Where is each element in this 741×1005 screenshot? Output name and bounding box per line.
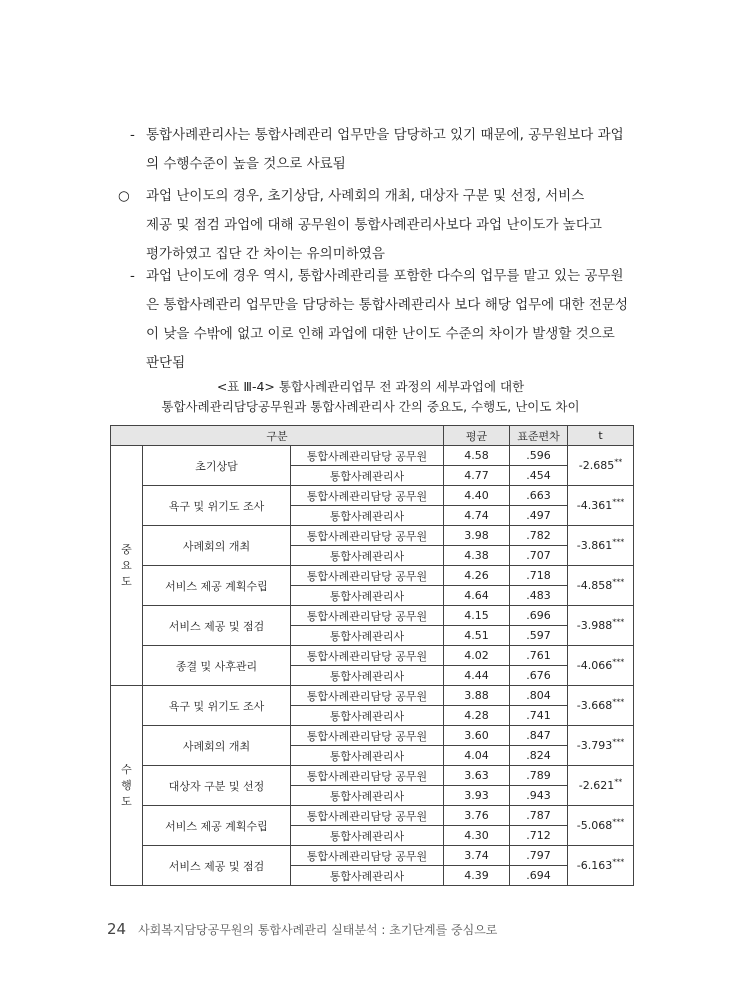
mean-value: 4.51: [444, 626, 510, 646]
respondent-label: 통합사례관리담당 공무원: [291, 526, 444, 546]
sd-value: .696: [510, 606, 568, 626]
mean-value: 3.88: [444, 686, 510, 706]
t-value: -2.685: [578, 459, 615, 472]
respondent-label: 통합사례관리담당 공무원: [291, 846, 444, 866]
task-name: 사례회의 개최: [143, 526, 291, 566]
table-row: [111, 526, 634, 546]
sd-value: .596: [510, 446, 568, 466]
respondent-label: 통합사례관리담당 공무원: [291, 726, 444, 746]
t-statistic: [568, 606, 634, 646]
task-name: 대상자 구분 및 선정: [143, 766, 291, 806]
bullet-dash: -: [130, 127, 135, 143]
header-t: t: [568, 426, 634, 446]
sd-value: .782: [510, 526, 568, 546]
respondent-label: 통합사례관리사: [291, 666, 444, 686]
sd-value: .597: [510, 626, 568, 646]
respondent-label: 통합사례관리사: [291, 826, 444, 846]
significance-mark: **: [614, 457, 623, 467]
significance-mark: ***: [612, 817, 625, 827]
respondent-label: 통합사례관리사: [291, 706, 444, 726]
mean-value: 4.28: [444, 706, 510, 726]
text-line: 판단됨: [146, 355, 186, 371]
respondent-label: 통합사례관리사: [291, 626, 444, 646]
sd-value: .804: [510, 686, 568, 706]
table-caption-line-2: 통합사례관리담당공무원과 통합사례관리사 간의 중요도, 수행도, 난이도 차이: [161, 399, 580, 414]
group-label-char: 도: [121, 574, 132, 588]
table-row: [111, 566, 634, 586]
page-number: 24: [107, 920, 127, 938]
text-line: 의 수행수준이 높을 것으로 사료됨: [146, 156, 346, 172]
header-mean: 평균: [444, 426, 510, 446]
paragraph-dash-2: [146, 262, 628, 378]
mean-value: 4.64: [444, 586, 510, 606]
task-name: 종결 및 사후관리: [143, 646, 291, 686]
sd-value: .454: [510, 466, 568, 486]
t-value: -3.793: [576, 739, 613, 752]
respondent-label: 통합사례관리담당 공무원: [291, 766, 444, 786]
respondent-label: 통합사례관리담당 공무원: [291, 446, 444, 466]
paragraph-circle: [146, 182, 602, 269]
respondent-label: 통합사례관리담당 공무원: [291, 606, 444, 626]
significance-mark: ***: [612, 857, 625, 867]
table-row: [111, 806, 634, 826]
sd-value: .789: [510, 766, 568, 786]
table-row: [111, 646, 634, 666]
task-name: 서비스 제공 계획수립: [143, 566, 291, 606]
t-statistic: [568, 646, 634, 686]
mean-value: 4.40: [444, 486, 510, 506]
table-row: [111, 726, 634, 746]
table-row: [111, 486, 634, 506]
text-line: 통합사례관리사는 통합사례관리 업무만을 담당하고 있기 때문에, 공무원보다 과업: [146, 127, 624, 143]
text-line: 과업 난이도에 경우 역시, 통합사례관리를 포함한 다수의 업무를 맡고 있는 공무원: [146, 268, 624, 284]
respondent-label: 통합사례관리사: [291, 586, 444, 606]
mean-value: 3.63: [444, 766, 510, 786]
respondent-label: 통합사례관리사: [291, 506, 444, 526]
mean-value: 4.74: [444, 506, 510, 526]
sd-value: .483: [510, 586, 568, 606]
text-line: 평가하였고 집단 간 차이는 유의미하였음: [146, 246, 385, 262]
respondent-label: 통합사례관리사: [291, 466, 444, 486]
mean-value: 4.04: [444, 746, 510, 766]
respondent-label: 통합사례관리사: [291, 866, 444, 886]
task-name: 서비스 제공 및 점검: [143, 606, 291, 646]
paragraph-dash-1: [146, 121, 624, 179]
group-label: [111, 686, 143, 886]
t-statistic: [568, 446, 634, 486]
t-statistic: [568, 526, 634, 566]
sd-value: .741: [510, 706, 568, 726]
text-line: 은 통합사례관리 업무만을 담당하는 통합사례관리사 보다 해당 업무에 대한 전문성: [146, 297, 629, 313]
sd-value: .761: [510, 646, 568, 666]
t-value: -3.988: [576, 619, 613, 632]
sd-value: .797: [510, 846, 568, 866]
t-statistic: [568, 566, 634, 606]
t-statistic: [568, 846, 634, 886]
sd-value: .712: [510, 826, 568, 846]
t-statistic: [568, 766, 634, 806]
mean-value: 3.74: [444, 846, 510, 866]
sd-value: .663: [510, 486, 568, 506]
mean-value: 4.02: [444, 646, 510, 666]
mean-value: 4.44: [444, 666, 510, 686]
respondent-label: 통합사례관리사: [291, 746, 444, 766]
table-caption-line-1: <표 Ⅲ-4> 통합사례관리업무 전 과정의 세부과업에 대한: [216, 379, 525, 394]
sd-value: .707: [510, 546, 568, 566]
task-name: 초기상담: [143, 446, 291, 486]
group-label-char: 도: [121, 794, 132, 808]
respondent-label: 통합사례관리담당 공무원: [291, 486, 444, 506]
table-row: [111, 766, 634, 786]
table-row: [111, 606, 634, 626]
table-row: [111, 846, 634, 866]
text-line: 제공 및 점검 과업에 대해 공무원이 통합사례관리사보다 과업 난이도가 높다고: [146, 217, 602, 233]
significance-mark: ***: [612, 497, 625, 507]
group-label-char: 중: [121, 542, 132, 556]
mean-value: 3.76: [444, 806, 510, 826]
task-name: 욕구 및 위기도 조사: [143, 486, 291, 526]
table-header-row: [111, 426, 634, 446]
t-statistic: [568, 686, 634, 726]
bullet-circle: ○: [118, 188, 130, 204]
t-value: -3.668: [576, 699, 613, 712]
sd-value: .694: [510, 866, 568, 886]
header-category: 구분: [111, 426, 444, 446]
task-name: 서비스 제공 계획수립: [143, 806, 291, 846]
mean-value: 4.26: [444, 566, 510, 586]
header-sd: 표준편차: [510, 426, 568, 446]
group-label-char: 수: [121, 762, 132, 776]
sd-value: .847: [510, 726, 568, 746]
running-title: 사회복지담당공무원의 통합사례관리 실태분석 : 초기단계를 중심으로: [138, 923, 498, 937]
respondent-label: 통합사례관리담당 공무원: [291, 686, 444, 706]
t-value: -3.861: [576, 539, 613, 552]
sd-value: .943: [510, 786, 568, 806]
sd-value: .824: [510, 746, 568, 766]
group-label-char: 요: [121, 558, 132, 572]
t-value: -4.858: [576, 579, 613, 592]
group-label-char: 행: [121, 778, 132, 792]
significance-mark: ***: [612, 617, 625, 627]
respondent-label: 통합사례관리담당 공무원: [291, 806, 444, 826]
text-line: 과업 난이도의 경우, 초기상담, 사례회의 개최, 대상자 구분 및 선정, 서비스: [146, 188, 585, 204]
sd-value: .718: [510, 566, 568, 586]
page-footer: [107, 920, 497, 938]
mean-value: 4.15: [444, 606, 510, 626]
t-statistic: [568, 806, 634, 846]
t-statistic: [568, 726, 634, 766]
t-value: -4.361: [576, 499, 613, 512]
respondent-label: 통합사례관리사: [291, 786, 444, 806]
mean-value: 3.98: [444, 526, 510, 546]
sd-value: .497: [510, 506, 568, 526]
significance-mark: ***: [612, 737, 625, 747]
mean-value: 4.30: [444, 826, 510, 846]
significance-mark: ***: [612, 577, 625, 587]
respondent-label: 통합사례관리사: [291, 546, 444, 566]
comparison-table: [110, 425, 634, 886]
significance-mark: ***: [612, 537, 625, 547]
task-name: 욕구 및 위기도 조사: [143, 686, 291, 726]
t-value: -6.163: [576, 859, 613, 872]
text-line: 이 낮을 수밖에 없고 이로 인해 과업에 대한 난이도 수준의 차이가 발생할 것으로: [146, 326, 615, 342]
mean-value: 4.77: [444, 466, 510, 486]
t-value: -4.066: [576, 659, 613, 672]
mean-value: 3.60: [444, 726, 510, 746]
mean-value: 4.58: [444, 446, 510, 466]
group-performance: [111, 686, 634, 886]
significance-mark: **: [614, 777, 623, 787]
bullet-dash: -: [130, 268, 135, 284]
task-name: 서비스 제공 및 점검: [143, 846, 291, 886]
t-value: -2.621: [578, 779, 615, 792]
significance-mark: ***: [612, 697, 625, 707]
group-label: [111, 446, 143, 686]
t-value: -5.068: [576, 819, 613, 832]
sd-value: .676: [510, 666, 568, 686]
t-statistic: [568, 486, 634, 526]
significance-mark: ***: [612, 657, 625, 667]
mean-value: 4.39: [444, 866, 510, 886]
table-row: [111, 686, 634, 706]
table-row: [111, 446, 634, 466]
mean-value: 4.38: [444, 546, 510, 566]
respondent-label: 통합사례관리담당 공무원: [291, 566, 444, 586]
task-name: 사례회의 개최: [143, 726, 291, 766]
group-importance: [111, 446, 634, 686]
mean-value: 3.93: [444, 786, 510, 806]
sd-value: .787: [510, 806, 568, 826]
respondent-label: 통합사례관리담당 공무원: [291, 646, 444, 666]
